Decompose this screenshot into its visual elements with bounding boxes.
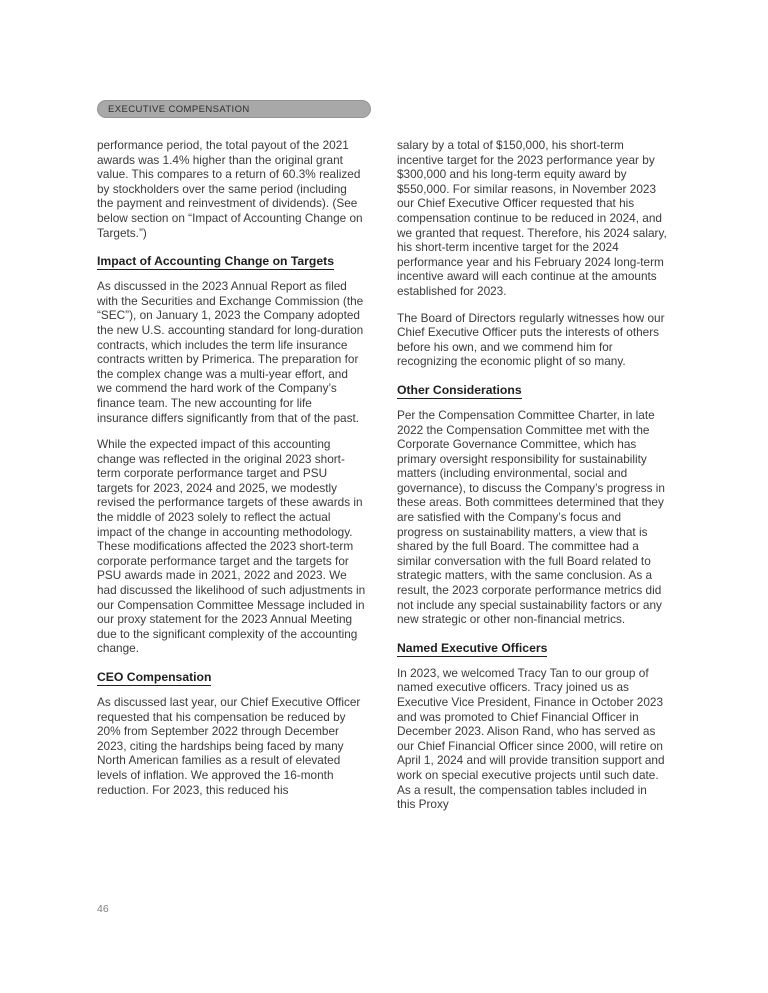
paragraph-expected-impact: While the expected impact of this accounting change was reflected in the original 2023 short-term corporate performance target and PSU targets for 2023, 2024 and 2025, we modestly revised the performance targets of these awards in the middle of 2023 solely to reflect the actual impact of the change in accounting methodology. These modifications affected the 2023 short-term corporate performance target and the targets for PSU awards made in 2021, 2022 and 2023. We had discussed the likelihood of such adjustments in our Compensation Committee Message included in our proxy statement for the 2023 Annual Meeting due to the significant complexity of the accounting change.: [97, 437, 366, 656]
section-badge: EXECUTIVE COMPENSATION: [97, 100, 371, 118]
heading-text: Impact of Accounting Change on Targets: [97, 254, 334, 269]
page-number: 46: [97, 903, 109, 915]
heading-text: CEO Compensation: [97, 670, 212, 684]
paragraph-ceo-request: As discussed last year, our Chief Executive Officer requested that his compensation be reduced by 20% from September 2022 through December 2023, citing the hardships being faced by many North American families as a result of elevated levels of inflation. We approved the 16-month reduction. For 2023, this reduced his: [97, 695, 361, 797]
paragraph-annual-report: As discussed in the 2023 Annual Report as filed with the Securities and Exchange Commission (the “SEC”), on January 1, 2023 the Company adopted the new U.S. accounting standard for long-duration contracts, which includes the term life insurance contracts written by Primerica. The preparation for the complex change was a multi-year effort, and we commend the hard work of the Company’s finance team. The new accounting for life insurance differs significantly from that of the past.: [97, 279, 364, 425]
paragraph-salary-reduction: salary by a total of $150,000, his short-term incentive target for the 2023 performance year by $300,000 and his long-term equity award by $550,000. For similar reasons, in November 2023 our Chief Executive Officer requested that his compensation continue to be reduced in 2024, and we granted that request. Therefore, his 2024 salary, his short-term incentive target for the 2024 performance year and his February 2024 long-term incentive award will each continue at the amounts established for 2023.: [397, 138, 667, 298]
right-column: [397, 138, 668, 824]
heading-impact-of-accounting-change: [97, 254, 366, 269]
heading-other-considerations: [397, 383, 668, 398]
paragraph-performance-period: performance period, the total payout of the 2021 awards was 1.4% higher than the original grant value. This compares to a return of 60.3% realized by stockholders over the same period (including the payment and reinvestment of dividends). (See below section on “Impact of Accounting Change on Targets.”): [97, 138, 363, 240]
heading-named-executive-officers: [397, 641, 668, 656]
paragraph-board-commendation: The Board of Directors regularly witnesses how our Chief Executive Officer puts the interests of others before his own, and we commend him for recognizing the economic plight of so many.: [397, 310, 665, 369]
paragraph-tracy-tan: In 2023, we welcomed Tracy Tan to our group of named executive officers. Tracy joined us as Executive Vice President, Finance in October 2023 and was promoted to Chief Financial Officer in December 2023. Alison Rand, who has served as our Chief Financial Officer since 2000, will retire on April 1, 2024 and will provide transition support and work on special executive projects until such date. As a result, the compensation tables included in this Proxy: [397, 665, 665, 812]
heading-text: Named Executive Officers: [397, 640, 548, 655]
left-column: [97, 138, 366, 809]
heading-ceo-compensation: [97, 670, 366, 685]
heading-text: Other Considerations: [397, 382, 522, 397]
paragraph-sustainability: Per the Compensation Committee Charter, in late 2022 the Compensation Committee met with the Corporate Governance Committee, which has primary oversight responsibility for sustainability matters (including environmental, social and governance), to discuss the Company’s progress in these areas. Both committees determined that they are satisfied with the Company’s focus and progress on sustainability matters, a view that is shared by the full Board. The committee had a similar conversation with the full Board related to strategic matters, with the same conclusion. As a result, the 2023 corporate performance metrics did not include any special sustainability factors or any new strategic or other non-financial metrics.: [397, 407, 665, 627]
